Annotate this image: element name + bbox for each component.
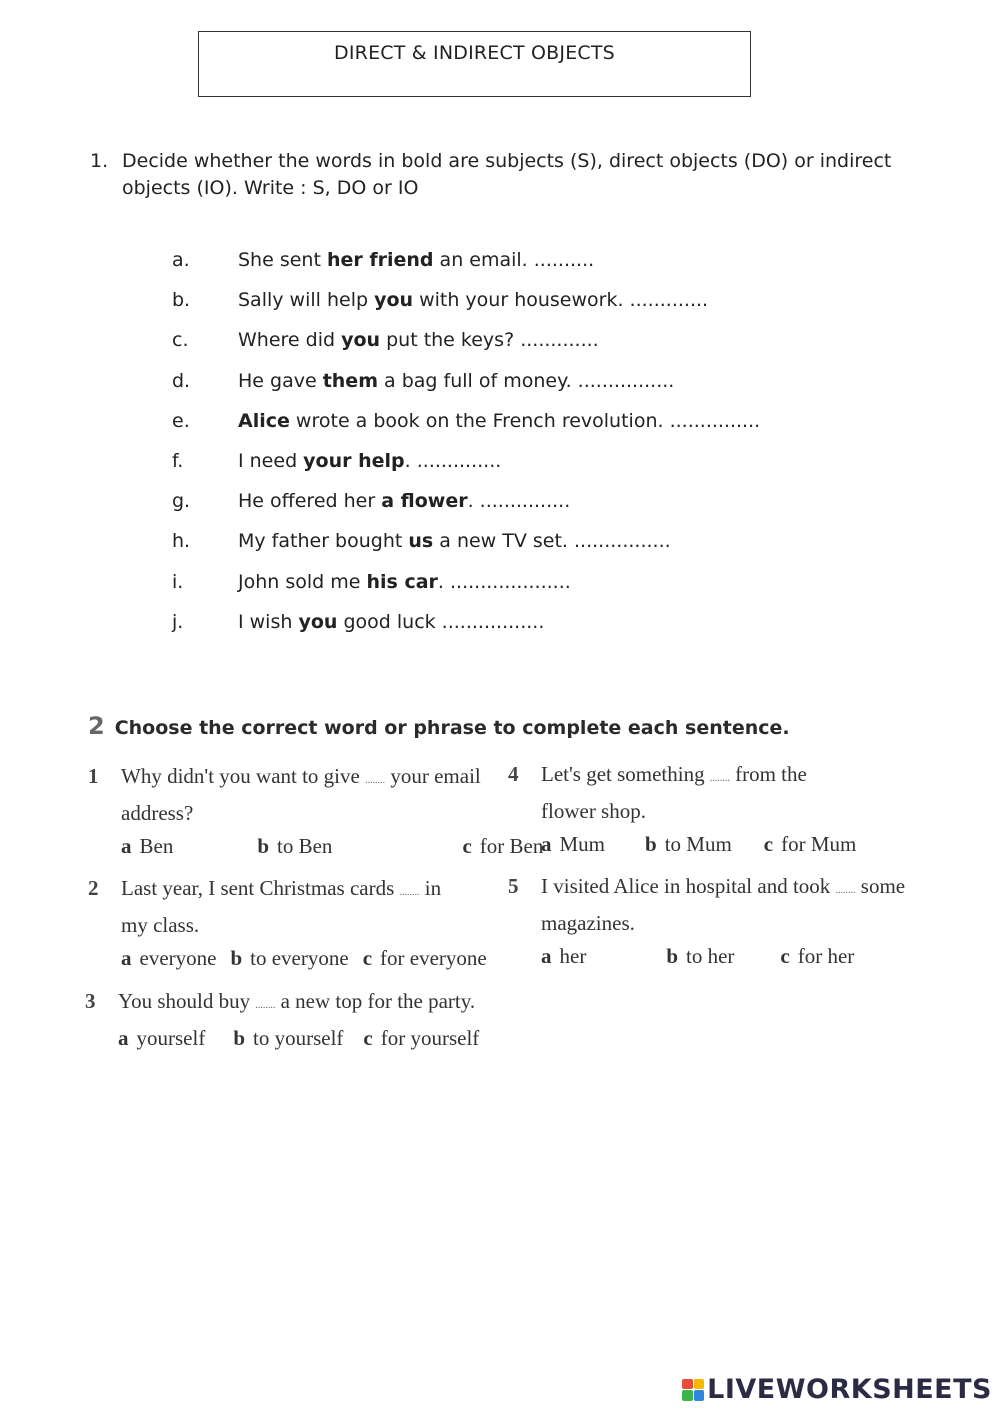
option-text: for Mum — [781, 832, 857, 856]
item-text-after: . ............... — [467, 490, 571, 513]
option-text: to her — [686, 944, 735, 968]
question-line-1 — [541, 758, 856, 795]
option-letter: c — [363, 1026, 373, 1050]
item-letter: c. — [172, 329, 189, 352]
question-line-1 — [121, 760, 543, 797]
question-text-before: Let's get something — [541, 762, 710, 786]
exercise-2-number: 2 — [88, 712, 105, 740]
question-number: 2 — [88, 876, 99, 900]
item-text-before: She sent — [238, 249, 327, 272]
option-text: for yourself — [380, 1026, 480, 1050]
question-number: 4 — [508, 762, 519, 786]
exercise-1-item — [172, 602, 872, 642]
item-bold-words: a flower — [381, 490, 468, 513]
item-text-after: a bag full of money. ................ — [378, 369, 675, 392]
option-letter: c — [462, 834, 472, 858]
option-letter: b — [645, 832, 657, 856]
option-letter: b — [230, 946, 243, 970]
question-line-2: flower shop. — [541, 799, 646, 823]
item-letter: d. — [172, 369, 191, 392]
question-line-2: address? — [121, 801, 194, 825]
item-sentence — [238, 329, 599, 351]
logo-square-icon — [694, 1379, 705, 1390]
item-sentence — [238, 490, 570, 512]
question-line-2: my class. — [121, 913, 200, 937]
item-sentence — [238, 370, 674, 392]
item-letter: b. — [172, 289, 191, 312]
option-letter: c — [362, 946, 373, 970]
item-text-before: My father bought — [238, 530, 409, 553]
option-letter: b — [257, 834, 270, 858]
item-bold-words: them — [322, 369, 378, 392]
answer-option[interactable] — [118, 1022, 205, 1055]
exercise-1-item — [172, 521, 872, 561]
answer-option[interactable] — [230, 942, 348, 975]
option-text: to everyone — [250, 946, 349, 970]
liveworksheets-logo — [682, 1374, 992, 1405]
option-text: everyone — [139, 946, 217, 970]
logo-square-icon — [694, 1390, 705, 1401]
worksheet-title-box — [198, 31, 751, 97]
item-bold-words: her friend — [326, 249, 434, 272]
question-text-after: some — [855, 874, 906, 898]
option-letter: b — [233, 1026, 246, 1050]
exercise-2-question — [85, 985, 479, 1055]
option-text: to yourself — [253, 1026, 344, 1050]
exercise-1-item — [172, 441, 872, 481]
item-bold-words: his car — [366, 570, 438, 593]
item-bold-words: you — [298, 610, 338, 633]
exercise-2-heading — [88, 712, 848, 740]
option-text: for everyone — [380, 946, 487, 970]
worksheet-title: DIRECT & INDIRECT OBJECTS — [334, 42, 615, 64]
answer-option[interactable] — [121, 942, 216, 975]
answer-option[interactable] — [666, 940, 734, 973]
item-text-before: I wish — [238, 610, 299, 633]
item-letter: e. — [172, 409, 190, 432]
item-letter: a. — [172, 249, 190, 272]
answer-options — [541, 940, 905, 973]
question-line-1 — [541, 870, 905, 907]
question-number: 3 — [85, 989, 96, 1013]
option-letter: c — [763, 832, 774, 856]
question-text-before: Last year, I sent Christmas cards — [121, 876, 400, 900]
item-text-after: good luck ................. — [337, 610, 545, 633]
option-letter: c — [780, 944, 790, 968]
item-sentence — [238, 249, 594, 271]
exercise-1-item — [172, 361, 872, 401]
item-sentence — [238, 450, 501, 472]
option-text: Mum — [559, 832, 606, 856]
question-line-2: magazines. — [541, 911, 635, 935]
exercise-1-item — [172, 320, 872, 360]
item-sentence — [238, 289, 708, 311]
exercise-1-item — [172, 240, 872, 280]
answer-options — [541, 828, 856, 861]
answer-option[interactable] — [780, 940, 854, 973]
option-letter: a — [118, 1026, 129, 1050]
option-letter: a — [541, 944, 552, 968]
item-text-after: . .................... — [437, 570, 571, 593]
item-letter: h. — [172, 530, 191, 553]
answer-blank[interactable]: ........ — [255, 1000, 276, 1011]
exercise-1-items — [172, 240, 872, 642]
item-bold-words: you — [341, 329, 381, 352]
answer-options — [121, 942, 487, 975]
item-text-before: He offered her — [238, 490, 382, 513]
item-sentence — [238, 611, 544, 633]
answer-blank[interactable]: ........ — [709, 773, 730, 784]
logo-square-icon — [682, 1379, 693, 1390]
question-text-before: You should buy — [118, 989, 256, 1013]
question-line-1 — [121, 872, 487, 909]
item-text-after: put the keys? ............. — [380, 329, 599, 352]
liveworksheets-logo-text: LIVEWORKSHEETS — [707, 1374, 992, 1405]
item-text-after: wrote a book on the French revolution. ............... — [289, 409, 761, 432]
question-text-after: from the — [729, 762, 807, 786]
option-letter: a — [121, 834, 132, 858]
exercise-1-item — [172, 401, 872, 441]
item-text-before: Where did — [238, 329, 342, 352]
answer-option[interactable] — [764, 828, 857, 861]
option-letter: a — [541, 832, 552, 856]
answer-option[interactable] — [541, 828, 605, 861]
exercise-1-instruction — [90, 148, 920, 202]
answer-blank[interactable]: ........ — [399, 887, 420, 898]
item-letter: j. — [172, 610, 184, 633]
answer-option[interactable] — [541, 940, 586, 973]
exercise-2-question — [508, 870, 905, 973]
logo-square-icon — [682, 1390, 693, 1401]
item-letter: i. — [172, 570, 184, 593]
item-text-before: Sally will help — [238, 289, 375, 312]
item-text-before: I need — [238, 450, 304, 473]
exercise-2-question — [88, 760, 543, 863]
exercise-2-heading-text: Choose the correct word or phrase to complete each sentence. — [114, 717, 790, 739]
answer-option[interactable] — [121, 830, 173, 863]
question-text-before: Why didn't you want to give — [121, 764, 366, 788]
item-letter: g. — [172, 490, 191, 513]
answer-option[interactable] — [363, 942, 487, 975]
answer-option[interactable] — [233, 1022, 343, 1055]
exercise-1-item — [172, 280, 872, 320]
answer-option[interactable] — [363, 1022, 479, 1055]
option-text: Ben — [139, 834, 174, 858]
item-text-after: a new TV set. ................ — [433, 530, 671, 553]
answer-blank[interactable]: ........ — [365, 775, 386, 786]
question-text-after: your email — [385, 764, 481, 788]
question-number: 1 — [88, 764, 99, 788]
item-bold-words: Alice — [238, 409, 290, 432]
item-sentence — [238, 410, 760, 432]
answer-options — [118, 1022, 479, 1055]
item-sentence — [238, 530, 671, 552]
option-text: yourself — [136, 1026, 206, 1050]
liveworksheets-logo-icon — [682, 1379, 704, 1401]
exercise-1-item — [172, 481, 872, 521]
option-letter: a — [121, 946, 132, 970]
option-text: to Mum — [664, 832, 732, 856]
item-text-after: . .............. — [404, 450, 502, 473]
item-bold-words: you — [374, 289, 414, 312]
item-letter: f. — [172, 450, 184, 473]
item-text-after: with your housework. ............. — [413, 289, 709, 312]
item-text-before: He gave — [238, 369, 323, 392]
exercise-1-instruction-text: Decide whether the words in bold are subjects (S), direct objects (DO) or indirect objects (IO). Write : S, DO or IO — [122, 150, 892, 199]
exercise-1-number: 1. — [90, 150, 109, 172]
question-text-after: in — [419, 876, 442, 900]
option-text: her — [559, 944, 587, 968]
question-line-1 — [118, 985, 479, 1022]
answer-option[interactable] — [645, 828, 732, 861]
option-text: for her — [797, 944, 855, 968]
question-text-after: a new top for the party. — [275, 989, 476, 1013]
exercise-2-question — [88, 872, 487, 975]
answer-options — [121, 830, 543, 863]
question-text-before: I visited Alice in hospital and took — [541, 874, 836, 898]
exercise-1-item — [172, 562, 872, 602]
item-bold-words: us — [408, 530, 434, 553]
item-bold-words: your help — [303, 450, 405, 473]
option-text: for Ben — [479, 834, 544, 858]
item-text-before: John sold me — [238, 570, 367, 593]
answer-option[interactable] — [257, 830, 332, 863]
answer-blank[interactable]: ........ — [835, 885, 856, 896]
item-text-after: an email. .......... — [433, 249, 595, 272]
question-number: 5 — [508, 874, 519, 898]
exercise-2-question — [508, 758, 856, 861]
item-sentence — [238, 571, 571, 593]
option-letter: b — [666, 944, 679, 968]
option-text: to Ben — [277, 834, 333, 858]
